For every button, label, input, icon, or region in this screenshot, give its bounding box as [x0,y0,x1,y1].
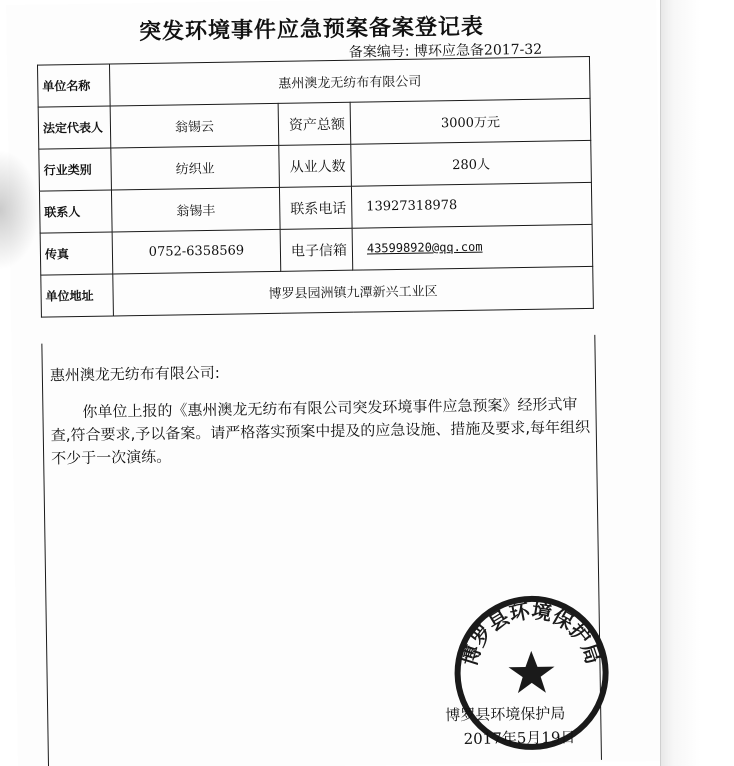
issuer-name: 博罗县环境保护局 [445,704,566,725]
address-value: 博罗县园洲镇九潭新兴工业区 [113,266,594,316]
seal-text: 博罗县环境保护局 [457,598,606,669]
contact-label: 联系人 [39,190,112,233]
company-name-value: 惠州澳龙无纺布有限公司 [109,56,590,106]
page-title: 突发环境事件应急预案备案登记表 [138,13,485,46]
record-number-label: 备案编号: [348,43,410,61]
total-assets-value: 3000万元 [350,98,591,144]
notice-addressee: 惠州澳龙无纺布有限公司: [49,363,221,385]
table-row [41,266,594,317]
seal-star-icon [508,651,555,694]
address-label: 单位地址 [41,274,114,317]
phone-label: 联系电话 [279,186,352,229]
fax-value: 0752-6358569 [112,229,281,274]
legal-rep-value: 翁锡云 [110,103,279,148]
registration-table [37,56,594,318]
employees-label: 从业人数 [279,144,352,187]
total-assets-label: 资产总额 [278,102,351,145]
document-sheet [6,0,668,766]
phone-value: 13927318978 [351,182,592,228]
email-label: 电子信箱 [280,228,353,271]
email-value: 435998920@qq.com [366,239,483,256]
notice-body: 你单位上报的《惠州澳龙无纺布有限公司突发环境事件应急预案》经形式审查,符合要求,予以备案。请严格落实预案中提及的应急设施、措施及要求,每年组织不少于一次演练。 [50,395,591,468]
scan-shadow [0,150,40,270]
employees-value: 280人 [351,140,592,186]
company-name-label: 单位名称 [37,64,110,107]
issue-date: 2017年5月19日 [463,728,576,749]
page-edge [660,0,734,766]
industry-value: 纺织业 [111,145,280,190]
record-number-value: 博环应急备2017-32 [413,41,543,60]
legal-rep-label: 法定代表人 [38,106,111,149]
email-cell [352,224,593,270]
contact-value: 翁锡丰 [111,187,280,232]
industry-label: 行业类别 [39,148,112,191]
fax-label: 传真 [40,232,113,275]
